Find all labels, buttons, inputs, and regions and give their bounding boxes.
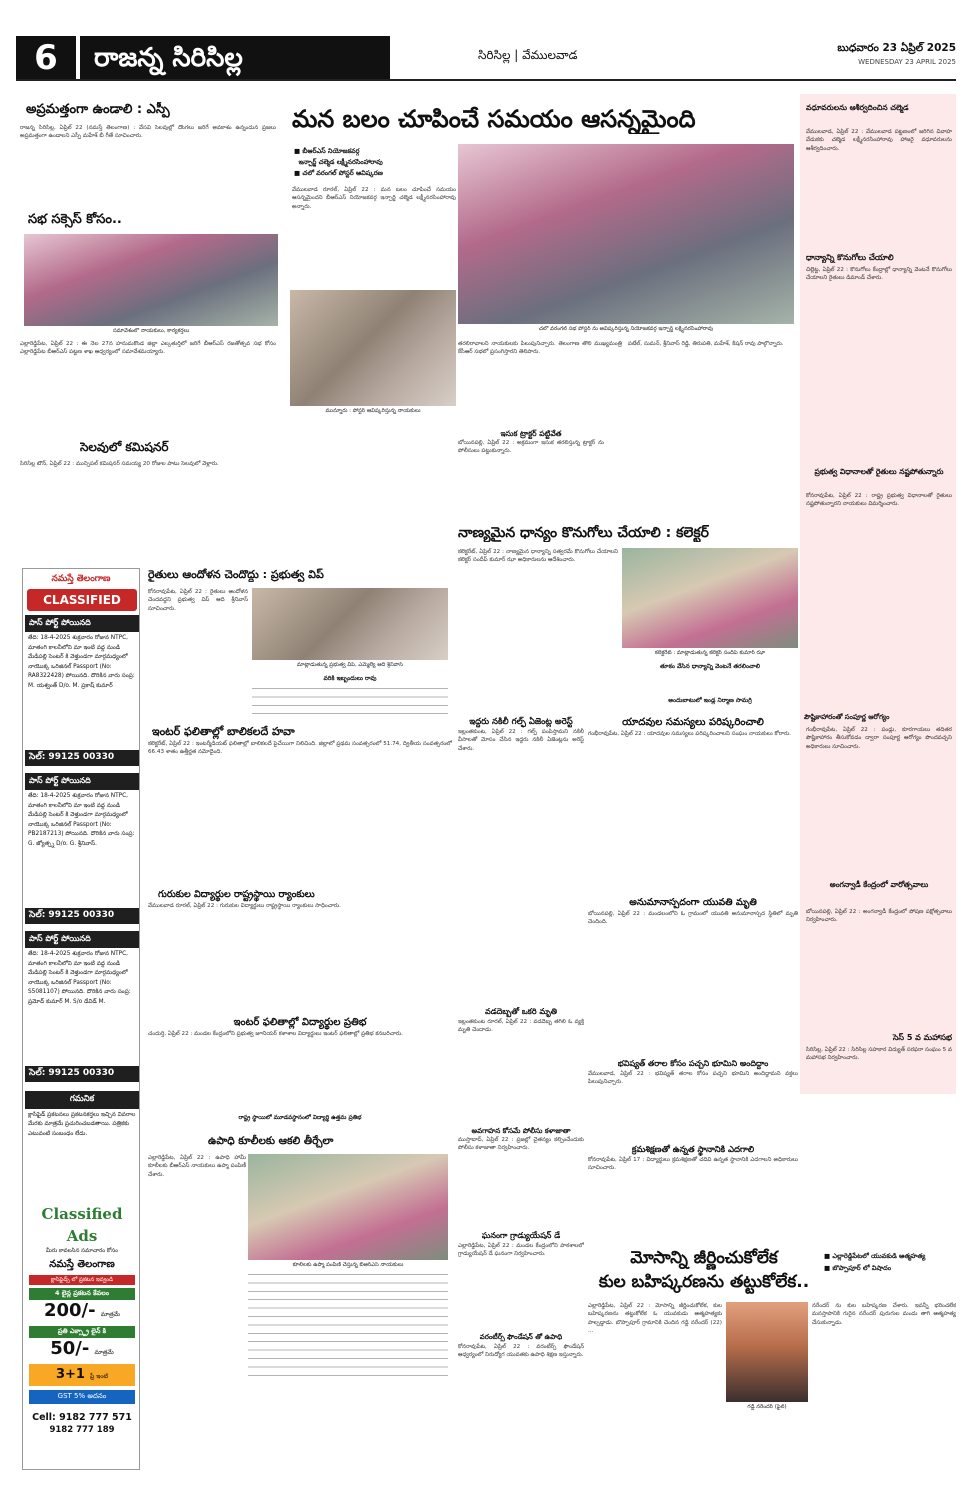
page-number: 6 <box>16 36 76 80</box>
story-discipline <box>588 1144 798 1244</box>
masthead-date-english: WEDNESDAY 23 APRIL 2025 <box>858 58 956 66</box>
article-graduation <box>458 1242 584 1326</box>
article-text: బోయినపల్లి, ఏప్రిల్ 22 : మండలంలోని ఓ గ్రామంలో యువతి అనుమానాస్పద స్థితిలో మృతి చెందింది. <box>588 911 798 926</box>
headline-heatstroke: వడదెబ్బతో ఒకరి మృతి <box>485 1007 557 1016</box>
photo-upma <box>248 1154 448 1260</box>
ad-phone-2: 9182 777 189 <box>49 1425 115 1435</box>
right-column <box>800 94 956 1094</box>
bullet-icon: ■ <box>294 169 303 177</box>
subhead-no-trouble: వరికి ఇబ్బందులు రావు <box>323 675 377 682</box>
caption-collector: కలెక్టరేట్ : మాట్లాడుతున్న కలెక్టర్ సందీప్ కుమార్ ఝా <box>654 650 766 656</box>
headline-gurukul: గురుకుల విద్యార్థుల రాష్ట్రస్థాయి ర్యాంకులు <box>158 889 315 900</box>
subhead-housing: అందుబాటులో ఇండ్ల నిర్మాణ సామగ్రి <box>668 697 752 704</box>
headline-blessing: వధూవరులను ఆశీర్వదించిన చల్మెడ <box>806 103 909 112</box>
bullet-text: ఇన్చార్జ్ చల్మెడ లక్ష్మీనరసింహారావు <box>298 158 383 166</box>
ad-price2-row <box>25 1338 139 1364</box>
headline-sabha-success: సభ సక్సెస్ కోసం.. <box>28 212 122 227</box>
ad-line1: మీరు కావలసిన సమాచారం కోసం <box>45 1248 119 1254</box>
suicide-bullet-1 <box>824 1250 954 1262</box>
notice-title: గమనిక <box>25 1091 139 1109</box>
left-column <box>16 94 280 564</box>
bullet-icon: ■ <box>824 1252 833 1260</box>
headline-green-earth: భవిష్యత్ తరాల కోసం పచ్చని భూమిని అందిద్దాం <box>617 1059 769 1068</box>
story-graduation <box>458 1230 584 1330</box>
photo-whip <box>252 588 448 660</box>
article-text: చందుర్తి, ఏప్రిల్ 22 : మండల కేంద్రంలోని ప్రభుత్వ జూనియర్ కళాశాల విద్యార్థులు ఇంటర్ ఫలితాల్లో ప్రతిభ కనబరిచారు. <box>148 1031 403 1037</box>
article-sand-tractor <box>458 439 604 517</box>
article-anganwadi <box>806 908 952 1028</box>
story-whip <box>148 568 452 720</box>
headline-nutrition: పౌష్టికాహారంతో సంపూర్ణ ఆరోగ్యం <box>804 713 890 721</box>
headline-govt-policies: ప్రభుత్వ విధానాలతో రైతులు నష్టపోతున్నారు <box>814 467 944 476</box>
subhead-state-rank: రాష్ట్ర స్థాయిలో మూడవస్థానంలో విద్యార్థి ఉత్తమ ప్రతిభ <box>238 1115 362 1121</box>
page-title: రాజన్న సిరిసిల్ల <box>80 36 390 80</box>
article-collector <box>458 548 618 708</box>
headline-be-alert: అప్రమత్తంగా ఉండాలి : ఎస్పీ <box>26 102 170 117</box>
caption-meeting: సమావేశంలో నాయకులు, కార్యకర్తలు <box>112 328 190 334</box>
ad-offer-row <box>29 1364 135 1386</box>
article-yadav <box>588 730 798 888</box>
headline-cess-meeting: సెస్ 5 వ మహాసభ <box>892 1033 952 1042</box>
article-text: కోనరావుపేట, ఏప్రిల్ 22 : వరంటీర్స్ ఫౌండేషన్ ఆధ్వర్యంలో నిరుద్యోగ యువతకు ఉపాధి శిక్షణ ఇస్తున్నారు. <box>458 1344 584 1359</box>
article-sabha-success <box>20 340 276 440</box>
article-whip <box>148 588 248 702</box>
article-text: పటేల్, సుమన్, శ్రీనివాస్ రెడ్డి, తిరుపతి, మహేశ్, కిషన్ రావు పాల్గొన్నారు. <box>628 341 784 347</box>
lead-bullet-3 <box>294 168 454 179</box>
story-gurukul <box>148 888 452 1016</box>
article-text: వేములవాడ రూరల్, ఏప్రిల్ 22 : గురుకుల విద్యార్థులు రాష్ట్రస్థాయి ర్యాంకులు సాధించారు. <box>148 903 341 909</box>
lead-body-3 <box>628 340 794 508</box>
headline-gulf-agents: ఇద్దరు నకిలీ గల్ఫ్ ఏజెంట్ల అరెస్ట్ <box>469 717 573 727</box>
classified-banner: CLASSIFIED <box>27 589 137 611</box>
article-text: రాజన్న సిరిసిల్ల, ఏప్రిల్ 22 (నమస్తే తెలంగాణ) : వేసవి సెలవుల్లో దొంగలు జరిగే అవకాశం ఉన్నందున ప్రజలు అప్రమత్తంగా ఉండాలని ఎస్పీ మహేశ్ బీ గీతే సూచించారు. <box>20 125 276 140</box>
article-text: కలెక్టరేట్, ఏప్రిల్ 22 : నాణ్యమైన ధాన్యాన్ని సత్వరమే కొనుగోలు చేయాలని కలెక్టర్ సందీప్ కుమార్ ఝా అధికారులను ఆదేశించారు. <box>458 549 618 564</box>
ad-gst: GST 5% అదనం <box>29 1390 135 1404</box>
bullet-icon: ■ <box>824 1264 833 1272</box>
headline-inter-girls: ఇంటర్ ఫలితాల్లో బాలికలదే హవా <box>152 725 295 738</box>
story-suspicious-death <box>588 896 798 1056</box>
article-foundation <box>458 1343 584 1479</box>
headline-inter-talent: ఇంటర్ ఫలితాల్లో విద్యార్థుల ప్రతిభ <box>233 1017 367 1028</box>
ad-price1-label: 4 లైన్ల ప్రకటన కేవలం <box>29 1288 135 1300</box>
story-sand-tractor <box>458 428 604 520</box>
ad-price1: 200/- <box>43 1300 96 1321</box>
bullet-text: చలో వరంగల్ పోస్టర్ ఆవిష్కరణ <box>302 169 383 177</box>
ad-title: Classified Ads <box>41 1205 123 1245</box>
story-police-kalajatha <box>458 1126 584 1226</box>
article-cess-meeting <box>806 1046 952 1090</box>
ad-offer: 3+1 <box>55 1367 85 1382</box>
lead-bullet-2 <box>294 157 454 168</box>
article-text: ముస్తాబాద్, ఏప్రిల్ 22 : ప్రజల్లో చైతన్యం కల్పించేందుకు పోలీసు కళాజాతా నిర్వహించారు. <box>458 1137 584 1152</box>
headline-collector: నాణ్యమైన ధాన్యం కొనుగోలు చేయాలి : కలెక్టర్ <box>458 525 709 541</box>
lead-body-1 <box>292 186 456 286</box>
headline-police-kalajatha: అవగాహన కోసమే పోలీసు కళాజాతా <box>471 1127 571 1135</box>
article-suspicious-death <box>588 910 798 1050</box>
suicide-bullets <box>824 1250 954 1274</box>
article-blessing <box>806 128 952 248</box>
article-text: ఎల్లారెడ్డిపేట, ఏప్రిల్ 22 : ఉపాధి హామీ కూలీలకు బీఆర్ఎస్ నాయకులు ఉప్మా పంపిణీ చేశారు. <box>148 1155 246 1178</box>
bullet-text: ఎల్లారెడ్డిపేటలో యువకుడి ఆత్మహత్య <box>832 1252 926 1260</box>
photo-rally <box>458 144 794 324</box>
article-commissioner-leave <box>20 460 276 558</box>
article-text: వేములవాడ రూరల్, ఏప్రిల్ 22 : మన బలం చూపించే సమయం ఆసన్నమైందని బీఆర్ఎస్ నియోజకవర్గ ఇన్చార్జి చల్మెడ లక్ష్మీనరసింహారావు అన్నారు. <box>292 187 456 210</box>
headline-suicide-1: మోసాన్ని జీర్ణించుకోలేక <box>630 1248 778 1268</box>
caption-rally: చలో వరంగల్ సభ పోస్టర్ ను ఆవిష్కరిస్తున్న నియోజకవర్గ ఇన్చార్జ్ లక్ష్మీనరసింహారావు <box>538 326 714 332</box>
article-text: తరలిరావాలని నాయకులకు పిలుపునిచ్చారు. తెలంగాణ తొలి ముఖ్యమంత్రి కేసీఆర్ సభలో ప్రసంగిస్తారని తెలిపారు. <box>458 341 622 356</box>
article-text: కోనరావుపేట, ఏప్రిల్ 17 : విద్యార్థులు క్రమశిక్షణతో చదివి ఉన్నత స్థానానికి ఎదగాలని అధికారులు సూచించారు. <box>588 1157 798 1172</box>
classified-entry-title: పాస్ పోర్ట్ పోయినది <box>25 773 139 790</box>
photo-meeting <box>24 234 278 326</box>
article-text: గంభీరావుపేట, ఏప్రిల్ 22 : యాదవుల సమస్యలు పరిష్కరించాలని సంఘం నాయకులు కోరారు. <box>588 731 792 737</box>
classified-entry-3 <box>25 931 139 1087</box>
story-upma <box>148 1134 452 1384</box>
photo-victim <box>726 1302 808 1402</box>
article-suicide <box>588 1302 722 1478</box>
headline-graduation: ఘనంగా గ్రాడ్యుయేషన్ డే <box>481 1231 561 1240</box>
photo-poster <box>290 290 456 406</box>
article-lines <box>252 688 448 718</box>
caption-whip: మాట్లాడుతున్న ప్రభుత్వ విప్, ఎమ్మెల్యే ఆది శ్రీనివాస్ <box>296 662 404 668</box>
headline-suicide-2: కుల బహిష్కరణను తట్టుకోలేక.. <box>598 1272 810 1292</box>
ad-price1-suffix: మాత్రమే <box>100 1311 120 1318</box>
article-text: కోనరావుపేట, ఏప్రిల్ 22 : రైతులు ఆందోళన చెందవద్దని ప్రభుత్వ విప్ ఆది శ్రీనివాస్ సూచించారు. <box>148 589 248 612</box>
headline-foundation: వరంటీర్స్ ఫౌండేషన్ తో ఉపాధి <box>479 1333 563 1341</box>
article-discipline <box>588 1156 798 1240</box>
masthead <box>16 36 956 80</box>
story-yadav <box>588 716 798 894</box>
classified-entry-title: పాస్ పోర్ట్ పోయినది <box>25 931 139 948</box>
article-text: నరేందర్ ను కుల బహిష్కరణ చేశారు. ఇవన్నీ భరించలేక మనస్తాపానికి గురైన నరేందర్ పురుగుల మందు తాగి ఆత్మహత్య చేసుకున్నాడు. <box>812 1303 956 1326</box>
masthead-rule <box>16 79 956 81</box>
story-gulf-agents <box>458 716 584 1004</box>
classified-entry-body: తేది: 18-4-2025 శుక్రవారం రోజున NTPC, మాతంగి కాలనీలోని మా ఇంటి వద్ద నుండి మేడిపల్లి సెంటర్ కి వెళ్తుండగా మార్గమధ్యంలో నాయొక్క ఒరిజినల్ Passport (No: RA8322428) పోయినది. దొరికిన వారు సంప్ర: M. యశ్వంత్ D/o. M. ప్రకాష్ కుమార్ <box>28 635 135 689</box>
photo-collector <box>622 548 798 648</box>
classified-entry-body: తేది: 18-4-2025 శుక్రవారం రోజున NTPC, మాతంగి కాలనీలోని మా ఇంటి వద్ద నుండి మేడిపల్లి సెంటర్ కి వెళ్తుండగా మార్గమధ్యంలో నాయొక్క ఒరిజినల్ Passport (No: PB2187213) పోయినది. దొరికిన వారు సంప్ర: G. జ్యోత్స్న D/o. G. శ్రీనివాస్. <box>28 793 135 847</box>
article-lines <box>248 1274 448 1380</box>
classified-entry-title: పాస్ పోర్ట్ పోయినది <box>25 615 139 632</box>
ad-price1-row <box>25 1300 139 1326</box>
article-suicide-cont <box>812 1302 956 1478</box>
bullet-text: బొప్పాపూర్ లో విషాదం <box>832 1264 892 1272</box>
article-heatstroke <box>458 1018 584 1118</box>
story-heatstroke <box>458 1006 584 1122</box>
article-text: ఇల్లంతకుంట, ఏప్రిల్ 22 : గల్ఫ్ పంపిస్తామని నకిలీ వీసాలతో మోసం చేసిన ఇద్దరు నకిలీ ఏజెంట్లను అరెస్ట్ చేశారు. <box>458 729 584 752</box>
article-text: కోనరావుపేట, ఏప్రిల్ 22 : రాష్ట్ర ప్రభుత్వ విధానాలతో రైతులు నష్టపోతున్నారని నాయకులు విమర్శించారు. <box>806 493 952 508</box>
article-text: ఎల్లారెడ్డిపేట, ఏప్రిల్ 22 : మండల కేంద్రంలోని పాఠశాలలో గ్రాడ్యుయేషన్ డే ఘనంగా నిర్వహించారు. <box>458 1243 584 1258</box>
classified-ads-promo <box>25 1203 139 1469</box>
article-be-alert <box>20 124 276 206</box>
article-text: ఇల్లంతకుంట రూరల్, ఏప్రిల్ 22 : వడదెబ్బ తగిలి ఓ వ్యక్తి మృతి చెందాడు. <box>458 1019 584 1034</box>
article-text: వేములవాడ, ఏప్రిల్ 22 : వేములవాడ పట్టణంలో జరిగిన వివాహ వేడుకకు చల్మెడ లక్ష్మీనరసింహారావు హాజరై వధూవరులను ఆశీర్వదించారు. <box>806 129 952 152</box>
masthead-date-telugu: బుధవారం 23 ఏప్రిల్ 2025 <box>837 42 956 54</box>
article-text: బోయినపల్లి, ఏప్రిల్ 22 : అంగన్వాడీ కేంద్రంలో పోషణ పక్షోత్సవాలు నిర్వహించారు. <box>806 909 952 924</box>
article-buy-grain <box>806 266 952 462</box>
article-text: సిరిసిల్ల టౌన్, ఏప్రిల్ 22 : మున్సిపల్ కమిషనర్ సమయ్య 20 రోజుల పాటు సెలవులో వెళ్లారు. <box>20 461 219 467</box>
article-text: చిల్లెట్ట, ఏప్రిల్ 22 : కొనుగోలు కేంద్రాల్లో ధాన్యాన్ని వెంటనే కొనుగోలు చేయాలని రైతులు డిమాండ్ చేశారు. <box>806 267 952 282</box>
classified-entry-body: తేది: 18-4-2025 శుక్రవారం రోజున NTPC, మాతంగి కాలనీలోని మా ఇంటి వద్ద నుండి మేడిపల్లి సెంటర్ కి వెళ్తుండగా మార్గమధ్యంలో నాయొక్క ఒరిజినల్ Passport (No: S5081107) పోయినది. దొరికిన వారు సంప్ర: ప్రమోద్ కుమార్ M. S/o డేవిడ్ M. <box>28 951 131 1005</box>
article-upma <box>148 1154 246 1380</box>
ad-line2: క్లాసిఫైడ్స్ లో ప్రకటన ఇవ్వండి <box>29 1275 135 1285</box>
classified-logo <box>25 571 137 587</box>
caption-poster: మున్నూరు : పోస్టర్ ఆవిష్కరిస్తున్న నాయకులు <box>325 408 421 414</box>
caption-victim: గడ్డి నరేందర్ (ఫైల్) <box>747 1404 787 1410</box>
ad-price2-label: ప్రతి ఎక్స్ట్రా లైన్ కి <box>29 1326 135 1338</box>
bullet-text: బీఆర్ఎస్ నియోజకవర్గ <box>302 147 360 155</box>
article-gulf-agents <box>458 728 584 988</box>
story-inter-talent <box>148 1016 452 1132</box>
classified-entry-1 <box>25 615 139 771</box>
article-gurukul <box>148 902 452 1012</box>
subhead-move-grain: తూకం వేసిన ధాన్యాన్ని వెంటనే తరలించాలి <box>659 663 761 670</box>
lead-bullets <box>294 146 454 179</box>
article-text: ఎల్లారెడ్డిపేట, ఏప్రిల్ 22 : ఈ నెల 27న హనుమకొండ జిల్లా ఎల్కతుర్తిలో జరిగే బీఆర్ఎస్ రజతోత్సవ సభ కోసం ఎల్లారెడ్డిపేట బీఆర్ఎస్ పట్టణ శాఖ ఆధ్వర్యంలో సమావేశమయ్యారు. <box>20 341 276 356</box>
article-text: బోయినపల్లి, ఏప్రిల్ 22 : అక్రమంగా ఇసుక తరలిస్తున్న ట్రాక్టర్ ను పోలీసులు పట్టుకున్నారు. <box>458 440 604 455</box>
classified-column <box>22 568 140 1470</box>
article-text: సిరిసిల్ల, ఏప్రిల్ 22 : సిరిసిల్ల సహకార విద్యుత్ సరఫరా సంఘం 5 వ మహాసభ నిర్వహించారు. <box>806 1047 952 1062</box>
story-suicide <box>588 1246 956 1482</box>
headline-buy-grain: ధాన్యాన్ని కొనుగోలు చేయాలి <box>806 253 894 262</box>
suicide-bullet-2 <box>824 1262 954 1274</box>
headline-suspicious-death: అనుమానాస్పదంగా యువతి మృతి <box>629 897 757 908</box>
classified-entry-2 <box>25 773 139 929</box>
headline-sand-tractor: ఇసుక ట్రాక్టర్ పట్టివేత <box>500 429 562 438</box>
story-collector <box>458 524 798 712</box>
article-inter-girls <box>148 740 452 880</box>
ad-brand: నమస్తే తెలంగాణ <box>49 1259 115 1270</box>
story-green-earth <box>588 1058 798 1142</box>
article-green-earth <box>588 1070 798 1138</box>
caption-upma: కూలీలకు ఉప్మా పంపిణీ చేస్తున్న బీఆర్ఎస్ నాయకులు <box>292 1262 404 1268</box>
lead-bullet-1 <box>294 146 454 157</box>
ad-phone-1: Cell: 9182 777 571 <box>32 1412 132 1423</box>
headline-upma: ఉపాధి కూలీలకు ఆకలి తీర్చేలా <box>208 1135 334 1147</box>
bullet-icon: ■ <box>294 147 303 155</box>
ad-price2-suffix: మాత్రమే <box>94 1349 114 1356</box>
ad-offer-suffix: ఫ్రీ ఇంటి <box>90 1373 109 1380</box>
story-inter-girls <box>148 724 452 884</box>
article-text: వేములవాడ, ఏప్రిల్ 22 : భవిష్యత్ తరాల కోసం పచ్చని భూమిని అందిద్దామని వక్తలు పిలుపునిచ్చారు. <box>588 1071 798 1086</box>
headline-commissioner-leave: సెలవులో కమిషనర్ <box>80 440 169 454</box>
headline-yadav: యాదవుల సమస్యలు పరిష్కరించాలి <box>622 717 764 728</box>
article-police-kalajatha <box>458 1136 584 1222</box>
notice-body: క్లాసిఫైడ్ ప్రకటనలు ప్రకటనకర్తలు ఇచ్చిన వివరాల మేరకు మాత్రమే ప్రచురించబడతాయి. పత్రికకు ఎటువంటి సంబంధం లేదు. <box>28 1112 136 1137</box>
ad-price2: 50/- <box>50 1338 90 1359</box>
headline-discipline: క్రమశిక్షణతో ఉన్నత స్థానానికి ఎదగాలి <box>631 1145 755 1155</box>
classified-entry-phone: సెల్: 99125 00330 <box>25 1066 139 1082</box>
headline-anganwadi: అంగన్వాడీ కేంద్రంలో వారోత్సవాలు <box>829 880 929 889</box>
article-govt-policies <box>806 492 952 708</box>
article-nutrition <box>806 726 952 874</box>
lead-headline: మన బలం చూపించే సమయం ఆసన్నమైంది <box>292 105 696 133</box>
classified-notice <box>25 1091 139 1199</box>
article-text: ఎల్లారెడ్డిపేట, ఏప్రిల్ 22 : మోసాన్ని జీర్ణించుకోలేక, కుల బహిష్కరణను తట్టుకోలేక ఓ యువకుడు ఆత్మహత్యకు పాల్పడ్డాడు. బొప్పాపూర్ గ్రామానికి చెందిన గడ్డి నరేందర్ (22) ... <box>588 1303 722 1335</box>
article-text: కలెక్టరేట్, ఏప్రిల్ 22 : ఇంటర్మీడియట్ ఫలితాల్లో బాలికలదే పైచేయిగా నిలిచింది. జిల్లాలో ప్రథమ సంవత్సరంలో 51.74, ద్వితీయ సంవత్సరంలో 66.43 శాతం ఉత్తీర్ణత నమోదైంది. <box>148 741 452 756</box>
headline-whip: రైతులు ఆందోళన చెందొద్దు : ప్రభుత్వ విప్ <box>148 568 324 581</box>
article-text: గంభీరావుపేట, ఏప్రిల్ 22 : పండ్లు, కూరగాయలు తదితర పౌష్టికాహారం తీసుకోవడం ద్వారా సంపూర్ణ ఆరోగ్యం పొందవచ్చని అధికారులు సూచించారు. <box>806 727 952 750</box>
classified-entry-phone: సెల్: 99125 00330 <box>25 750 139 766</box>
article-inter-talent <box>148 1030 452 1114</box>
story-foundation <box>458 1332 584 1482</box>
masthead-locations: సిరిసిల్ల | వేములవాడ <box>478 48 578 62</box>
newspaper-logo: నమస్తే తెలంగాణ <box>51 574 111 584</box>
classified-entry-phone: సెల్: 99125 00330 <box>25 908 139 924</box>
